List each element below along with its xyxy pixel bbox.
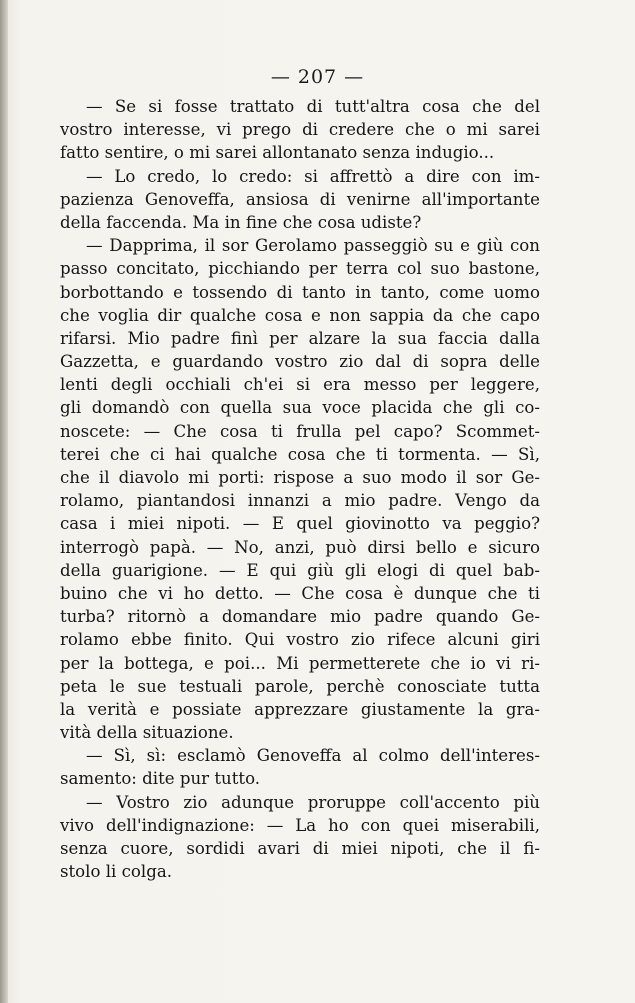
text-line: buino che vi ho detto. — Che cosa è dunque che ti bbox=[60, 583, 540, 603]
text-line: la verità e possiate apprezzare giustamente la gra- bbox=[60, 699, 540, 719]
text-line: casa i miei nipoti. — E quel giovinotto va peggio? bbox=[60, 514, 540, 534]
page-number: — 207 — bbox=[270, 66, 365, 88]
text-line: gli domandò con quella sua voce placida che gli co- bbox=[60, 398, 540, 418]
text-line: vostro interesse, vi prego di credere che o mi sarei bbox=[60, 120, 540, 140]
text-line: che voglia dir qualche cosa e non sappia da che capo bbox=[60, 305, 540, 325]
text-line: rolamo ebbe finito. Qui vostro zio rifece alcuni giri bbox=[60, 630, 540, 650]
text-line: vivo dell'indignazione: — La ho con quei miserabili, bbox=[60, 815, 540, 835]
page-spine-shadow bbox=[0, 0, 8, 1003]
text-line: pazienza Genoveffa, ansiosa di venirne all'importante bbox=[60, 189, 540, 209]
text-line: che il diavolo mi porti: rispose a suo modo il sor Ge- bbox=[60, 468, 540, 487]
text-line: passo concitato, picchiando per terra col suo bastone, bbox=[60, 259, 540, 279]
text-line: senza cuore, sordidi avari di miei nipoti, che il fi- bbox=[60, 839, 540, 858]
text-line: della faccenda. Ma in fine che cosa udiste? bbox=[60, 212, 422, 232]
text-line: — Sì, sì: esclamò Genoveffa al colmo dell'interes- bbox=[86, 746, 540, 766]
text-line: interrogò papà. — No, anzi, può dirsi bello e sicuro bbox=[60, 537, 540, 557]
text-line: Gazzetta, e guardando vostro zio dal di sopra delle bbox=[60, 352, 540, 372]
text-line: stolo li colga. bbox=[60, 862, 173, 882]
text-line: vità della situazione. bbox=[60, 723, 234, 743]
body-text bbox=[60, 95, 540, 883]
text-line: rifarsi. Mio padre finì per alzare la sua faccia dalla bbox=[60, 328, 540, 348]
text-line: della guarigione. — E qui giù gli elogi di quel bab- bbox=[60, 560, 540, 580]
text-line: — Se si fosse trattato di tutt'altra cosa che del bbox=[86, 97, 540, 116]
text-line: rolamo, piantandosi innanzi a mio padre. Vengo da bbox=[60, 491, 540, 511]
text-line: fatto sentire, o mi sarei allontanato senza indugio... bbox=[60, 143, 495, 163]
text-line: — Dapprima, il sor Gerolamo passeggiò su e giù con bbox=[86, 236, 540, 256]
text-line: — Lo credo, lo credo: si affrettò a dire con im- bbox=[86, 166, 540, 186]
text-line: samento: dite pur tutto. bbox=[60, 769, 261, 789]
text-line: per la bottega, e poi... Mi permetterete che io vi ri- bbox=[60, 653, 540, 673]
text-line: — Vostro zio adunque proruppe coll'accento più bbox=[86, 792, 540, 812]
text-line: turba? ritornò a domandare mio padre quando Ge- bbox=[60, 607, 540, 627]
text-line: lenti degli occhiali ch'ei si era messo per leggere, bbox=[60, 375, 540, 395]
text-line: terei che ci hai qualche cosa che ti tormenta. — Sì, bbox=[60, 444, 540, 464]
text-line: peta le sue testuali parole, perchè conosciate tutta bbox=[60, 676, 540, 696]
text-line: noscete: — Che cosa ti frulla pel capo? Scommet- bbox=[60, 421, 540, 441]
text-line: borbottando e tossendo di tanto in tanto, come uomo bbox=[60, 282, 540, 302]
